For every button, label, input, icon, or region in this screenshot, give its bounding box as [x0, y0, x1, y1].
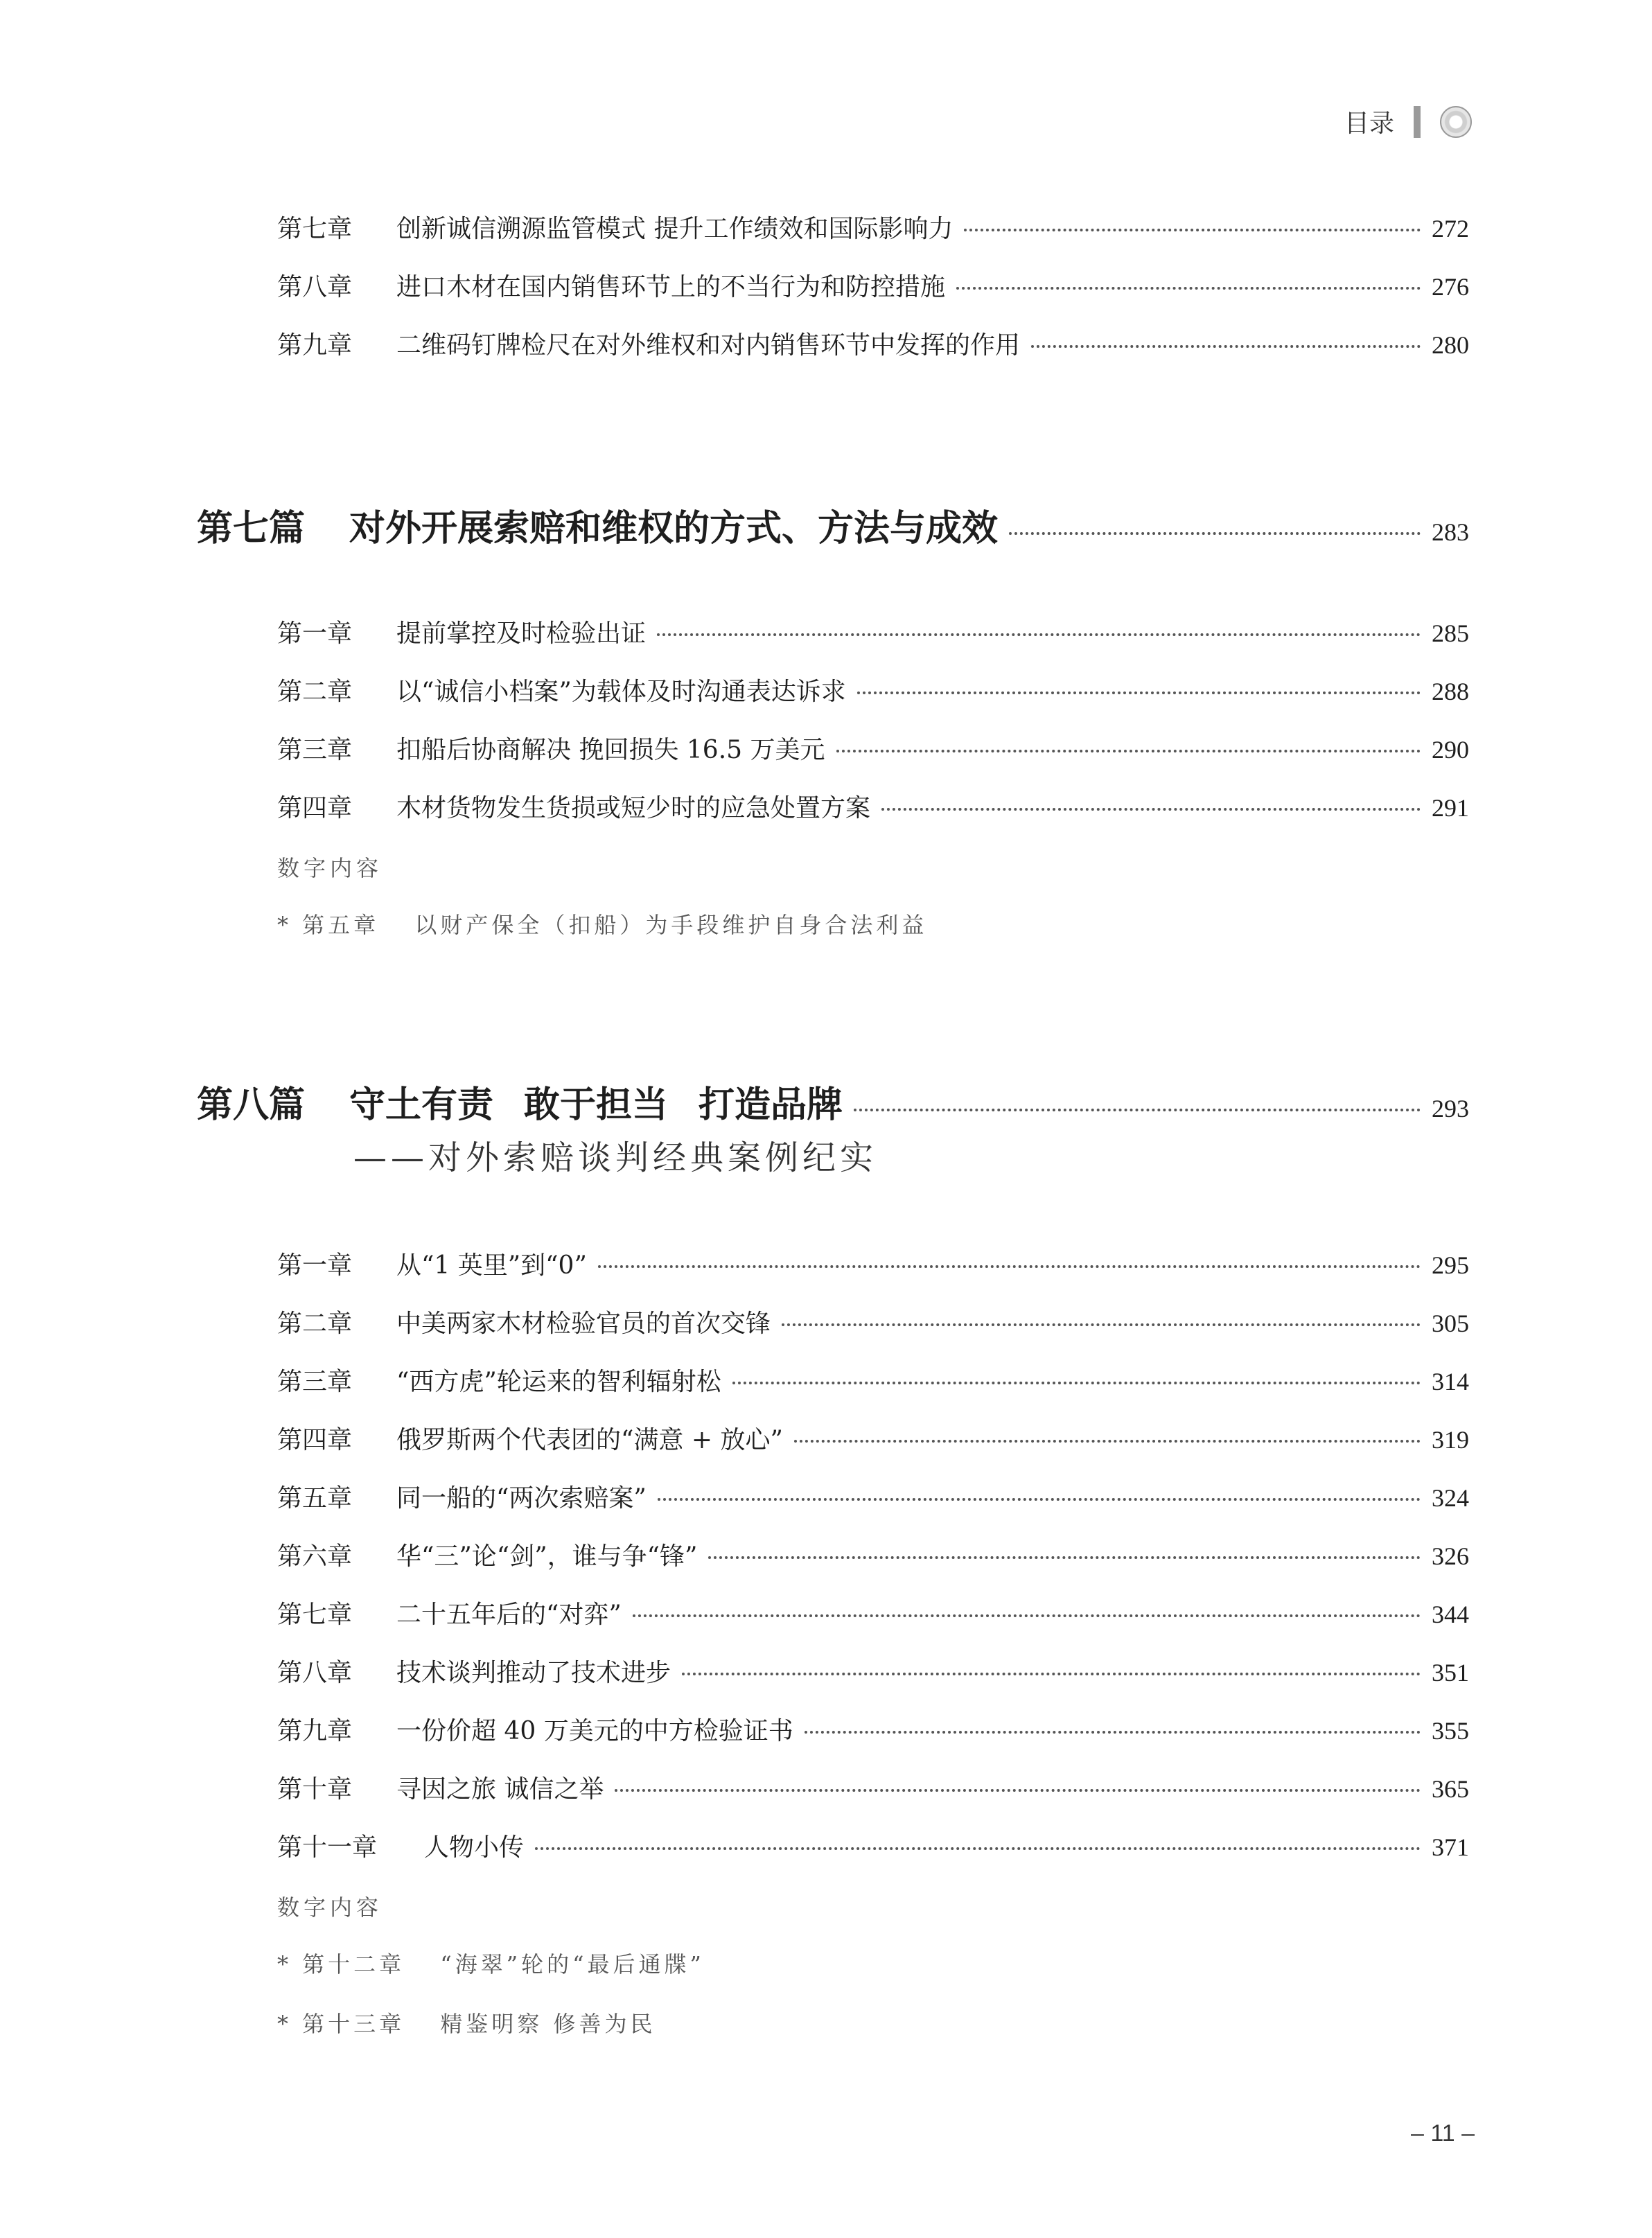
chapter-label: 第四章 [277, 1426, 353, 1454]
digital-toc-entry[interactable] [277, 908, 927, 940]
dot-leader [1031, 345, 1421, 348]
dot-leader [598, 1265, 1421, 1268]
chapter-title: 创新诚信溯源监管模式 提升工作绩效和国际影响力 [396, 215, 954, 243]
chapter-label: 第十章 [277, 1775, 353, 1804]
dot-leader [854, 1109, 1421, 1111]
chapter-label: 第二章 [277, 1310, 353, 1338]
page-number: 290 [1432, 736, 1469, 764]
chapter-title: 技术谈判推动了技术进步 [396, 1659, 671, 1687]
chapter-label: 第七章 [277, 1601, 353, 1629]
page-number: 291 [1432, 794, 1469, 822]
chapter-title: 以“诚信小档案”为载体及时沟通表达诉求 [396, 678, 846, 706]
page-number: 293 [1432, 1095, 1469, 1122]
chapter-label: 第五章 [277, 1484, 353, 1513]
part-title-segment: 打造品牌 [698, 1084, 843, 1126]
page-number: 355 [1432, 1717, 1469, 1745]
chapter-title: 精鉴明察 修善为民 [440, 2011, 656, 2037]
page-number: 295 [1432, 1251, 1469, 1279]
part-title-segment: 守土有责 [349, 1084, 494, 1126]
chapter-label: * 第十三章 [277, 2011, 405, 2037]
chapter-label: 第三章 [277, 736, 353, 764]
page-number: 285 [1432, 619, 1469, 647]
dot-leader [857, 691, 1421, 694]
chapter-title: 从“1 英里”到“0” [396, 1251, 587, 1280]
toc-entry[interactable] [277, 209, 1469, 251]
toc-entry[interactable] [277, 788, 1469, 830]
toc-entry[interactable] [277, 267, 1469, 309]
page-number: 371 [1432, 1833, 1469, 1861]
chapter-title: 进口木材在国内销售环节上的不当行为和防控措施 [396, 273, 946, 301]
page-number: 280 [1432, 331, 1469, 359]
part-heading[interactable] [197, 1075, 1469, 1131]
chapter-title: “海翠”轮的“最后通牒” [440, 1951, 705, 1977]
page-number: 324 [1432, 1484, 1469, 1512]
page-number: 344 [1432, 1601, 1469, 1628]
digital-toc-entry[interactable] [277, 2007, 656, 2038]
dot-leader [836, 750, 1421, 752]
digital-content-label: 数字内容 [277, 1894, 383, 1921]
chapter-title: 寻因之旅 诚信之举 [396, 1775, 604, 1804]
dot-leader [658, 1498, 1421, 1501]
chapter-title: 同一船的“两次索赔案” [396, 1484, 647, 1513]
toc-entry[interactable] [277, 1711, 1469, 1753]
chapter-title: 一份价超 40 万美元的中方检验证书 [396, 1717, 793, 1745]
page-number: 288 [1432, 678, 1469, 705]
chapter-label: 第九章 [277, 1717, 353, 1745]
dot-leader [794, 1440, 1421, 1443]
toc-entry[interactable] [277, 1595, 1469, 1637]
toc-entry[interactable] [277, 1246, 1469, 1287]
chapter-label: 第一章 [277, 619, 353, 648]
part-title-segment: 敢于担当 [524, 1084, 669, 1126]
part-title: 对外开展索赔和维权的方式、方法与成效 [349, 507, 999, 549]
chapter-title: 人物小传 [424, 1833, 525, 1862]
dot-leader [805, 1731, 1421, 1734]
chapter-title: 二维码钉牌检尺在对外维权和对内销售环节中发挥的作用 [396, 331, 1021, 360]
chapter-title: 俄罗斯两个代表团的“满意 + 放心” [396, 1426, 783, 1454]
chapter-label: 第八章 [277, 273, 353, 301]
page-number: 276 [1432, 273, 1469, 301]
dot-leader [956, 287, 1421, 290]
part-heading[interactable] [197, 499, 1469, 554]
toc-entry[interactable] [277, 1362, 1469, 1404]
chapter-title: 华“三”论“剑”，谁与争“锋” [396, 1542, 698, 1571]
toc-entry[interactable] [277, 1770, 1469, 1811]
chapter-label: 第二章 [277, 678, 353, 706]
chapter-title: 扣船后协商解决 挽回损失 16.5 万美元 [396, 736, 825, 764]
toc-entry[interactable] [277, 1420, 1469, 1462]
digital-toc-entry[interactable] [277, 1947, 705, 1979]
dot-leader [732, 1382, 1421, 1384]
toc-entry[interactable] [277, 1479, 1469, 1520]
chapter-title: 提前掌控及时检验出证 [396, 619, 647, 648]
chapter-title: “西方虎”轮运来的智利辐射松 [396, 1368, 721, 1396]
chapter-label: 第六章 [277, 1542, 353, 1571]
page-number-footer: – 11 – [1410, 2120, 1475, 2147]
page-number: 272 [1432, 215, 1469, 243]
chapter-label: 第三章 [277, 1368, 353, 1396]
dot-leader [708, 1556, 1421, 1559]
dot-leader [964, 229, 1421, 231]
dot-leader [881, 808, 1421, 811]
dot-leader [682, 1673, 1421, 1675]
chapter-label: 第十一章 [277, 1833, 378, 1862]
toc-entry[interactable] [277, 730, 1469, 772]
chapter-title: 中美两家木材检验官员的首次交锋 [396, 1310, 771, 1338]
chapter-title: 木材货物发生货损或短少时的应急处置方案 [396, 794, 871, 822]
dot-leader [535, 1847, 1421, 1850]
page-number: 351 [1432, 1659, 1469, 1686]
digital-content-label: 数字内容 [277, 855, 383, 881]
toc-entry[interactable] [277, 1537, 1469, 1578]
part-subtitle: ——对外索赔谈判经典案例纪实 [353, 1138, 878, 1177]
chapter-label: 第四章 [277, 794, 353, 822]
chapter-label: 第一章 [277, 1251, 353, 1280]
page-number: 283 [1432, 518, 1469, 546]
part-label: 第七篇 [197, 507, 306, 549]
dot-leader [657, 633, 1421, 636]
chapter-label: 第九章 [277, 331, 353, 360]
chapter-label: 第八章 [277, 1659, 353, 1687]
toc-entry[interactable] [277, 1304, 1469, 1346]
dot-leader [633, 1614, 1421, 1617]
page-number: 305 [1432, 1310, 1469, 1337]
toc-entry[interactable] [277, 326, 1469, 367]
chapter-title: 二十五年后的“对弈” [396, 1601, 622, 1629]
page-number: 314 [1432, 1368, 1469, 1395]
header-title: 目录 [1344, 109, 1394, 138]
running-header [1344, 104, 1472, 139]
toc-entry[interactable] [277, 1653, 1469, 1695]
page-number: 365 [1432, 1775, 1469, 1803]
part-label: 第八篇 [197, 1084, 306, 1126]
chapter-label: * 第十二章 [277, 1951, 405, 1977]
header-disc-icon [1440, 106, 1472, 138]
toc-entry[interactable] [277, 1828, 1469, 1869]
part-title [349, 1075, 843, 1127]
dot-leader [1009, 532, 1421, 535]
chapter-title: 以财产保全（扣船）为手段维护自身合法利益 [414, 912, 928, 938]
toc-entry[interactable] [277, 614, 1469, 655]
dot-leader [615, 1789, 1421, 1792]
dot-leader [782, 1323, 1421, 1326]
chapter-label: 第七章 [277, 215, 353, 243]
toc-entry[interactable] [277, 672, 1469, 714]
page-number: 326 [1432, 1542, 1469, 1570]
header-divider-bar [1414, 106, 1421, 138]
page-number: 319 [1432, 1426, 1469, 1454]
chapter-label: * 第五章 [277, 912, 380, 938]
